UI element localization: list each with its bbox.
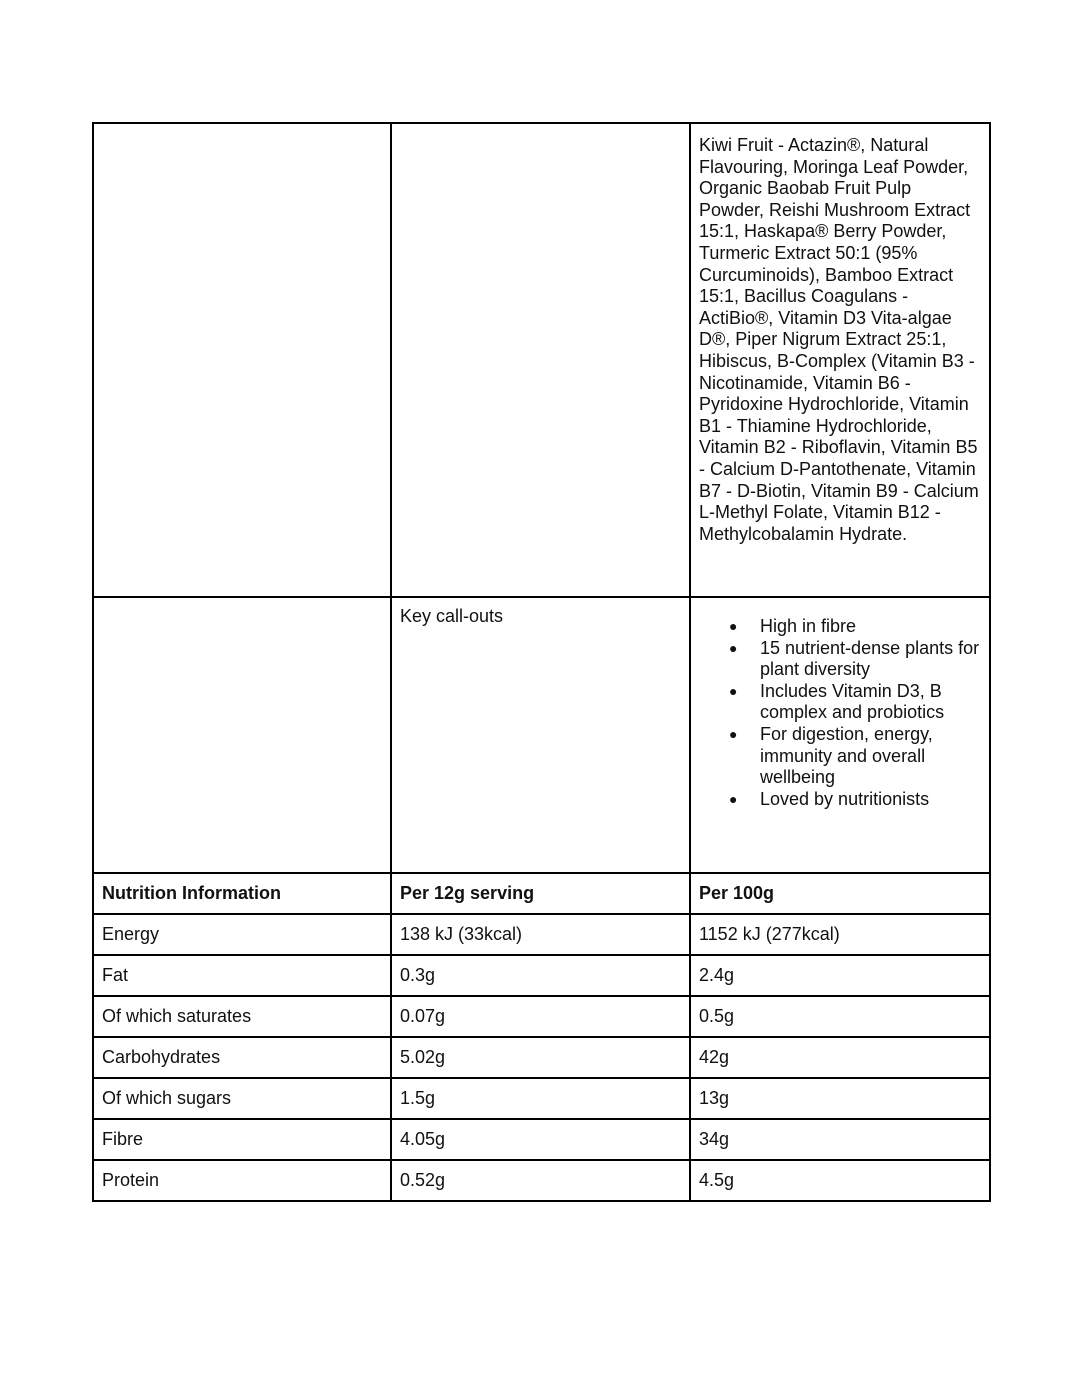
nutrient-per-serving: 0.3g [391, 955, 690, 996]
nutrient-per-100g: 0.5g [690, 996, 990, 1037]
nutrient-name: Fat [93, 955, 391, 996]
nutrient-name: Carbohydrates [93, 1037, 391, 1078]
key-callouts-label: Key call-outs [391, 597, 690, 873]
nutrient-per-100g: 34g [690, 1119, 990, 1160]
nutrient-name: Energy [93, 914, 391, 955]
table-row [93, 1160, 990, 1201]
bullet-icon: ● [729, 682, 738, 699]
key-callouts-cell [690, 597, 990, 873]
nutrition-header: Nutrition Information [93, 873, 391, 914]
nutrition-header-row [93, 873, 990, 914]
nutrient-name: Of which sugars [93, 1078, 391, 1119]
table-row [93, 1078, 990, 1119]
nutrient-name: Fibre [93, 1119, 391, 1160]
list-item: ● Includes Vitamin D3, B complex and probiotics [729, 680, 945, 723]
nutrient-name: Of which saturates [93, 996, 391, 1037]
ingredients-empty-cell-1 [93, 123, 391, 597]
nutrient-per-100g: 2.4g [690, 955, 990, 996]
nutrition-header: Per 12g serving [391, 873, 690, 914]
table-row [93, 996, 990, 1037]
nutrient-per-serving: 5.02g [391, 1037, 690, 1078]
product-info-table [92, 122, 991, 1202]
nutrition-header: Per 100g [690, 873, 990, 914]
key-callouts-row [93, 597, 990, 873]
nutrient-name: Protein [93, 1160, 391, 1201]
nutrient-per-serving: 0.52g [391, 1160, 690, 1201]
nutrient-per-serving: 1.5g [391, 1078, 690, 1119]
ingredients-empty-cell-2 [391, 123, 690, 597]
list-item: ● High in fibre [729, 616, 857, 636]
nutrient-per-serving: 4.05g [391, 1119, 690, 1160]
ingredients-text: Kiwi Fruit - Actazin®, Natural Flavouring, Moringa Leaf Powder, Organic Baobab Fruit Pulp Powder, Reishi Mushroom Extract 15:1, Haskapa® Berry Powder, Turmeric Extract 50:1 (95% Curcuminoids), Bamboo Extract 15:1, Bacillus Coagulans - ActiBio®, Vitamin D3 Vita-algae D®, Piper Nigrum Extract 25:1, Hibiscus, B-Complex (Vitamin B3 - Nicotinamide, Vitamin B6 - Pyridoxine Hydrochloride, Vitamin B1 - Thiamine Hydrochloride, Vitamin B2 - Riboflavin, Vitamin B5 - Calcium D-Pantothenate, Vitamin B7 - D-Biotin, Vitamin B9 - Calcium L-Methyl Folate, Vitamin B12 - Methylcobalamin Hydrate. [690, 123, 990, 597]
nutrient-per-100g: 42g [690, 1037, 990, 1078]
bullet-icon: ● [729, 639, 738, 656]
ingredients-row [93, 123, 990, 597]
nutrient-per-serving: 0.07g [391, 996, 690, 1037]
table-row [93, 914, 990, 955]
nutrient-per-100g: 4.5g [690, 1160, 990, 1201]
list-item: ● Loved by nutritionists [729, 788, 930, 809]
table-row [93, 1037, 990, 1078]
nutrient-per-100g: 1152 kJ (277kcal) [690, 914, 990, 955]
nutrient-per-serving: 138 kJ (33kcal) [391, 914, 690, 955]
nutrient-per-100g: 13g [690, 1078, 990, 1119]
table-row [93, 955, 990, 996]
list-item: ● For digestion, energy, immunity and overall wellbeing [729, 723, 933, 788]
bullet-icon: ● [729, 790, 738, 807]
key-callouts-list [699, 616, 981, 810]
list-item: ● 15 nutrient-dense plants for plant diversity [729, 637, 980, 680]
table-row [93, 1119, 990, 1160]
bullet-icon: ● [729, 725, 738, 742]
bullet-icon: ● [729, 618, 738, 634]
callouts-empty-cell [93, 597, 391, 873]
